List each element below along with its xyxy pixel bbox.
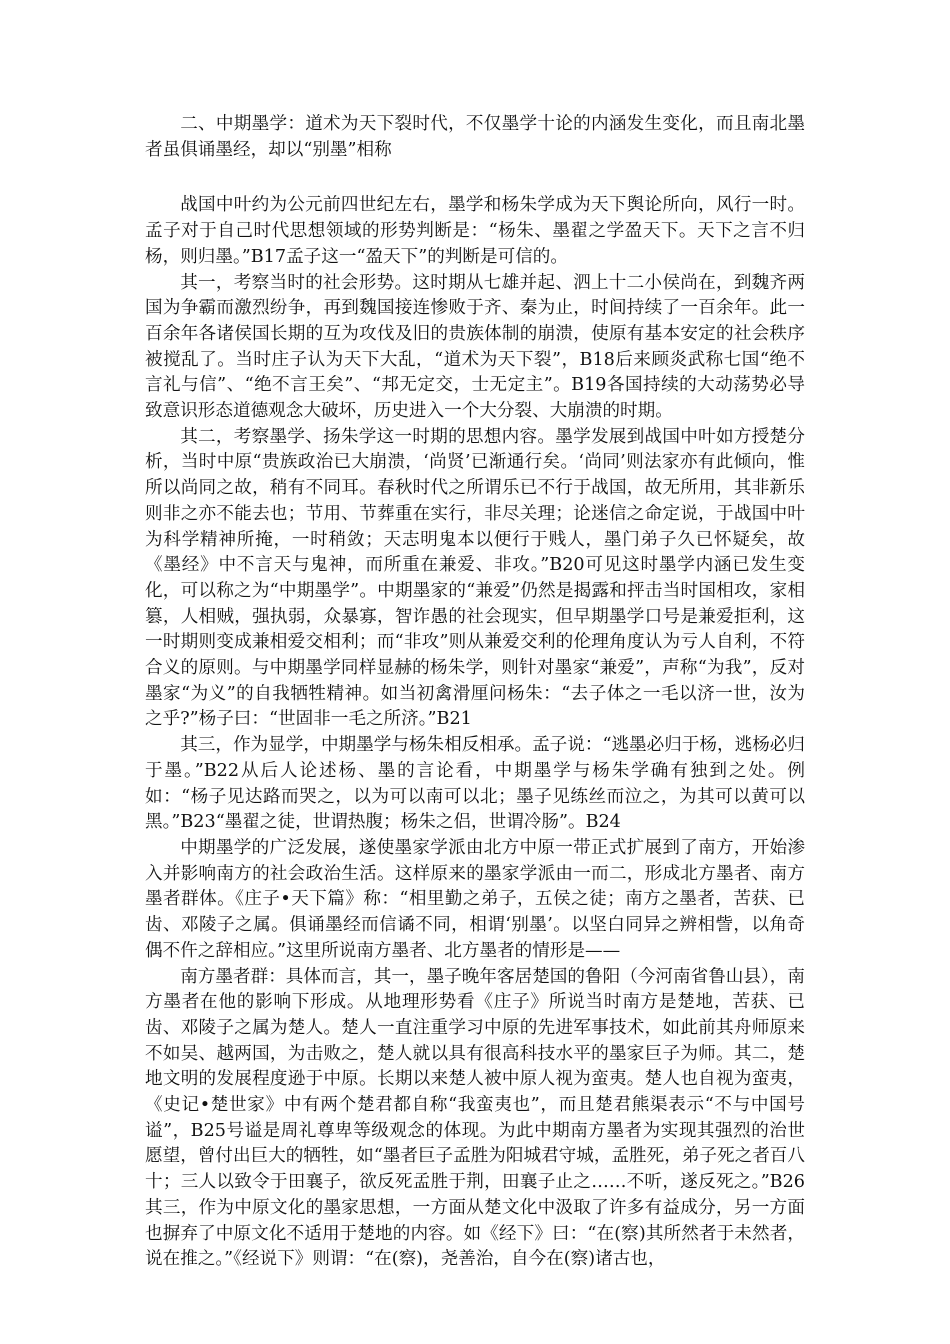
paragraph: 其三，作为显学，中期墨学与杨朱相反相承。孟子说：“逃墨必归于杨，逃杨必归于墨。”B22从后人论述杨、墨的言论看，中期墨学与杨朱学确有独到之处。例如：“杨子见达路而哭之，以为可以南可以北；墨子见练丝而泣之，为其可以黄可以黑。”B23“墨翟之徒，世谓热腹；杨朱之侣，世谓冷肠”。B24 xyxy=(145,735,805,833)
paragraph: 中期墨学的广泛发展，遂使墨家学派由北方中原一带正式扩展到了南方，开始渗入并影响南方的社会政治生活。这样原来的墨家学派由一而二，形成北方墨者、南方墨者群体。《庄子•天下篇》称：“相里勤之弟子，五侯之徒；南方之墨者，苦获、已齿、邓陵子之属。俱诵墨经而信谲不同，相谓‘别墨’。以坚白同异之辨相訾，以角奇偶不仵之辞相应。”这里所说南方墨者、北方墨者的情形是—— xyxy=(145,837,805,961)
section-heading: 二、中期墨学：道术为天下裂时代，不仅墨学十论的内涵发生变化，而且南北墨者虽俱诵墨经，却以“别墨”相称 xyxy=(145,114,805,160)
paragraph: 其一，考察当时的社会形势。这时期从七雄并起、泗上十二小侯尚在，到魏齐两国为争霸而激烈纷争，再到魏国接连惨败于齐、秦为止，时间持续了一百余年。此一百余年各诸侯国长期的互为攻伐及旧的贵族体制的崩溃，使原有基本安定的社会秩序被搅乱了。当时庄子认为天下大乱，“道术为天下裂”，B18后来顾炎武称七国“绝不言礼与信”、“绝不言王矣”、“邦无定交，士无定主”。B19各国持续的大动荡势必导致意识形态道德观念大破坏，历史进入一个大分裂、大崩溃的时期。 xyxy=(145,272,805,422)
paragraph: 其二，考察墨学、扬朱学这一时期的思想内容。墨学发展到战国中叶如方授楚分析，当时中原“贵族政治已大崩溃，‘尚贤’已渐通行矣。‘尚同’则法家亦有此倾向，惟所以尚同之故，稍有不同耳。春秋时代之所谓乐已不行于战国，故无所用，其非新乐则非之亦不能去也；节用、节葬重在实行，非尽关理；论迷信之命定说，于战国中叶为科学精神所掩，一时稍敛；天志明鬼本以便行于贱人，墨门弟子久已怀疑矣，故《墨经》中不言天与鬼神，而所重在兼爱、非攻。”B20可见这时墨学内涵已发生变化，可以称之为“中期墨学”。中期墨家的“兼爱”仍然是揭露和抨击当时国相攻，家相篡，人相贼，强执弱，众暴寡，智诈愚的社会现实，但早期墨学口号是兼爱拒利，这一时期则变成兼相爱交相利；而“非攻”则从兼爱交利的伦理角度认为亏人自利，不符合义的原则。与中期墨学同样显赫的杨朱学，则针对墨家“兼爱”，声称“为我”，反对墨家“为义”的自我牺牲精神。如当初禽滑厘问杨朱：“去子体之一毛以济一世，汝为之乎?”杨子曰：“世固非一毛之所济。”B21 xyxy=(145,426,805,730)
document-body xyxy=(145,112,805,1273)
paragraph: 南方墨者群：具体而言，其一，墨子晚年客居楚国的鲁阳（今河南省鲁山县），南方墨者在他的影响下形成。从地理形势看《庄子》所说当时南方是楚地，苦获、已齿、邓陵子之属为楚人。楚人一直注重学习中原的先进军事技术，如此前其舟师原来不如吴、越两国，为击败之，楚人就以具有很高科技水平的墨家巨子为师。其二，楚地文明的发展程度逊于中原。长期以来楚人被中原人视为蛮夷。楚人也自视为蛮夷，《史记•楚世家》中有两个楚君都自称“我蛮夷也”，而且楚君熊渠表示“不与中国号谥”，B25号谥是周礼尊卑等级观念的体现。为此中期南方墨者为实现其强烈的治世愿望，曾付出巨大的牺牲，如“墨者巨子孟胜为阳城君守城，孟胜死，弟子死之者百八十；三人以致令于田襄子，欲反死孟胜于荆，田襄子止之……不听，遂反死之。”B26其三，作为中原文化的墨家思想，一方面从楚文化中汲取了许多有益成分，另一方面也摒弃了中原文化不适用于楚地的内容。如《经下》曰：“在(察)其所然者于未然者，说在推之。”《经说下》则谓：“在(察)，尧善治，自今在(察)诸古也， xyxy=(145,966,805,1270)
paragraph: 战国中叶约为公元前四世纪左右，墨学和杨朱学成为天下舆论所向，风行一时。孟子对于自己时代思想领域的形势判断是：“杨朱、墨翟之学盈天下。天下之言不归杨，则归墨。”B17孟子这一“盈天下”的判断是可信的。 xyxy=(145,195,805,267)
